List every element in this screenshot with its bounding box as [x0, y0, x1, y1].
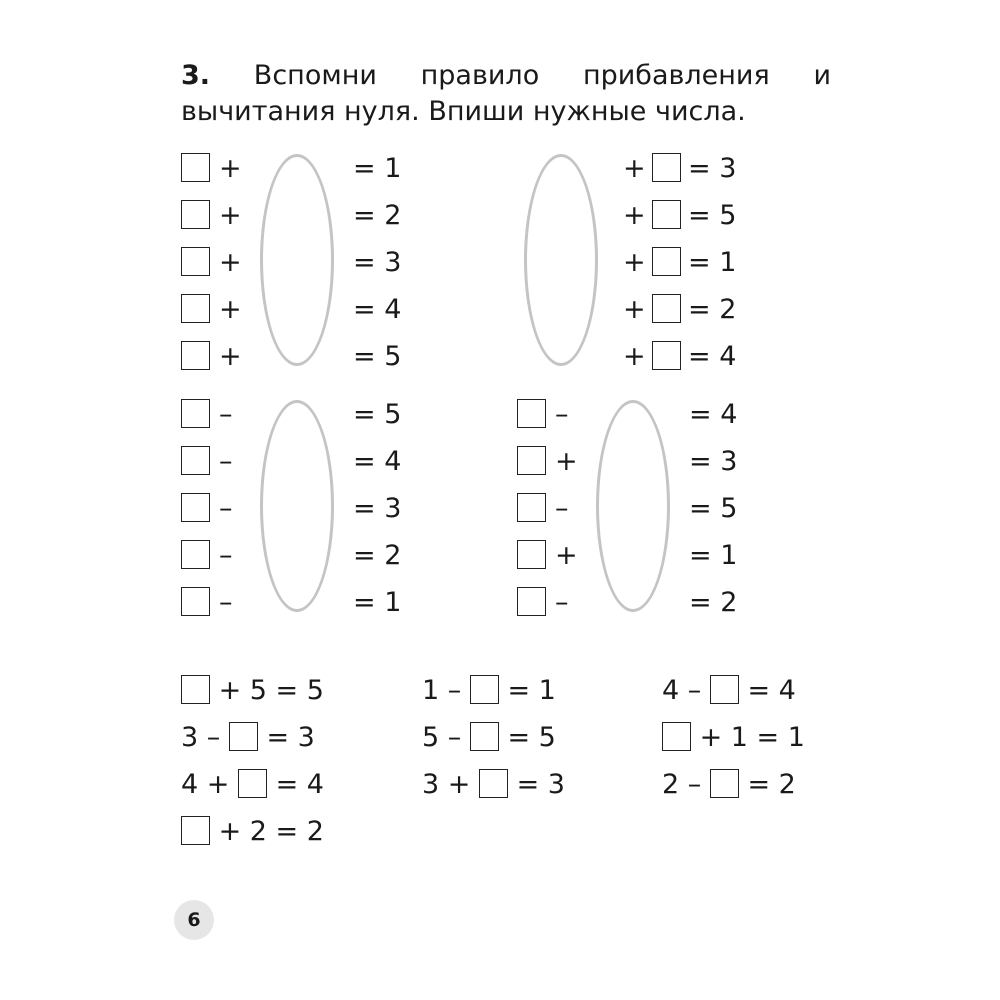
answer-box[interactable]: [238, 769, 267, 798]
answer-box[interactable]: [652, 153, 681, 182]
answer-box[interactable]: [710, 769, 739, 798]
page-number: 6: [174, 900, 214, 940]
answer-box[interactable]: [181, 587, 210, 616]
answer-box[interactable]: [181, 399, 210, 428]
task-number: 3.: [181, 60, 211, 91]
answer-box[interactable]: [229, 722, 258, 751]
group-top-right: + = 3 + = 5 + = 1 + = 2 + = 4: [520, 151, 750, 381]
equation-row: + 1 = 1: [662, 720, 805, 756]
task-instruction: [181, 58, 831, 130]
answer-box[interactable]: [470, 675, 499, 704]
answer-box[interactable]: [181, 294, 210, 323]
answer-oval[interactable]: [524, 154, 598, 366]
equation-row: 2 – = 2: [662, 769, 796, 800]
answer-box[interactable]: [652, 341, 681, 370]
answer-box[interactable]: [181, 153, 210, 182]
equation-row: 4 + = 4: [181, 769, 324, 800]
answer-box[interactable]: [517, 493, 546, 522]
answer-box[interactable]: [181, 446, 210, 475]
answer-oval[interactable]: [260, 400, 334, 612]
group-bottom-left: – = 5 – = 4 – = 3 – = 2 – = 1: [181, 397, 411, 627]
answer-box[interactable]: [517, 446, 546, 475]
answer-box[interactable]: [181, 200, 210, 229]
answer-box[interactable]: [479, 769, 508, 798]
equation-row: 3 – = 3: [181, 722, 315, 753]
answer-oval[interactable]: [260, 154, 334, 366]
equation-row: 1 – = 1: [422, 675, 556, 706]
answer-box[interactable]: [652, 294, 681, 323]
equation-row: 4 – = 4: [662, 675, 796, 706]
answer-box[interactable]: [181, 816, 210, 845]
answer-box[interactable]: [652, 247, 681, 276]
answer-box[interactable]: [662, 722, 691, 751]
answer-box[interactable]: [181, 247, 210, 276]
answer-box[interactable]: [517, 587, 546, 616]
answer-box[interactable]: [181, 540, 210, 569]
equation-row: 3 + = 3: [422, 769, 565, 800]
answer-box[interactable]: [517, 540, 546, 569]
answer-box[interactable]: [181, 341, 210, 370]
answer-box[interactable]: [181, 493, 210, 522]
answer-box[interactable]: [517, 399, 546, 428]
answer-box[interactable]: [181, 675, 210, 704]
equation-row: + 5 = 5: [181, 673, 324, 709]
group-top-left: + = 1 + = 2 + = 3 + = 4 + = 5: [181, 151, 411, 381]
equation-row: 5 – = 5: [422, 722, 556, 753]
answer-oval[interactable]: [596, 400, 670, 612]
group-bottom-right: – = 4 + = 3 – = 5 + = 1 – = 2: [517, 397, 747, 627]
answer-box[interactable]: [470, 722, 499, 751]
answer-box[interactable]: [652, 200, 681, 229]
equation-row: + 2 = 2: [181, 814, 324, 850]
answer-box[interactable]: [710, 675, 739, 704]
task-text: Вспомни правило прибавления и вычитания нуля. Впиши нужные числа.: [181, 60, 831, 127]
